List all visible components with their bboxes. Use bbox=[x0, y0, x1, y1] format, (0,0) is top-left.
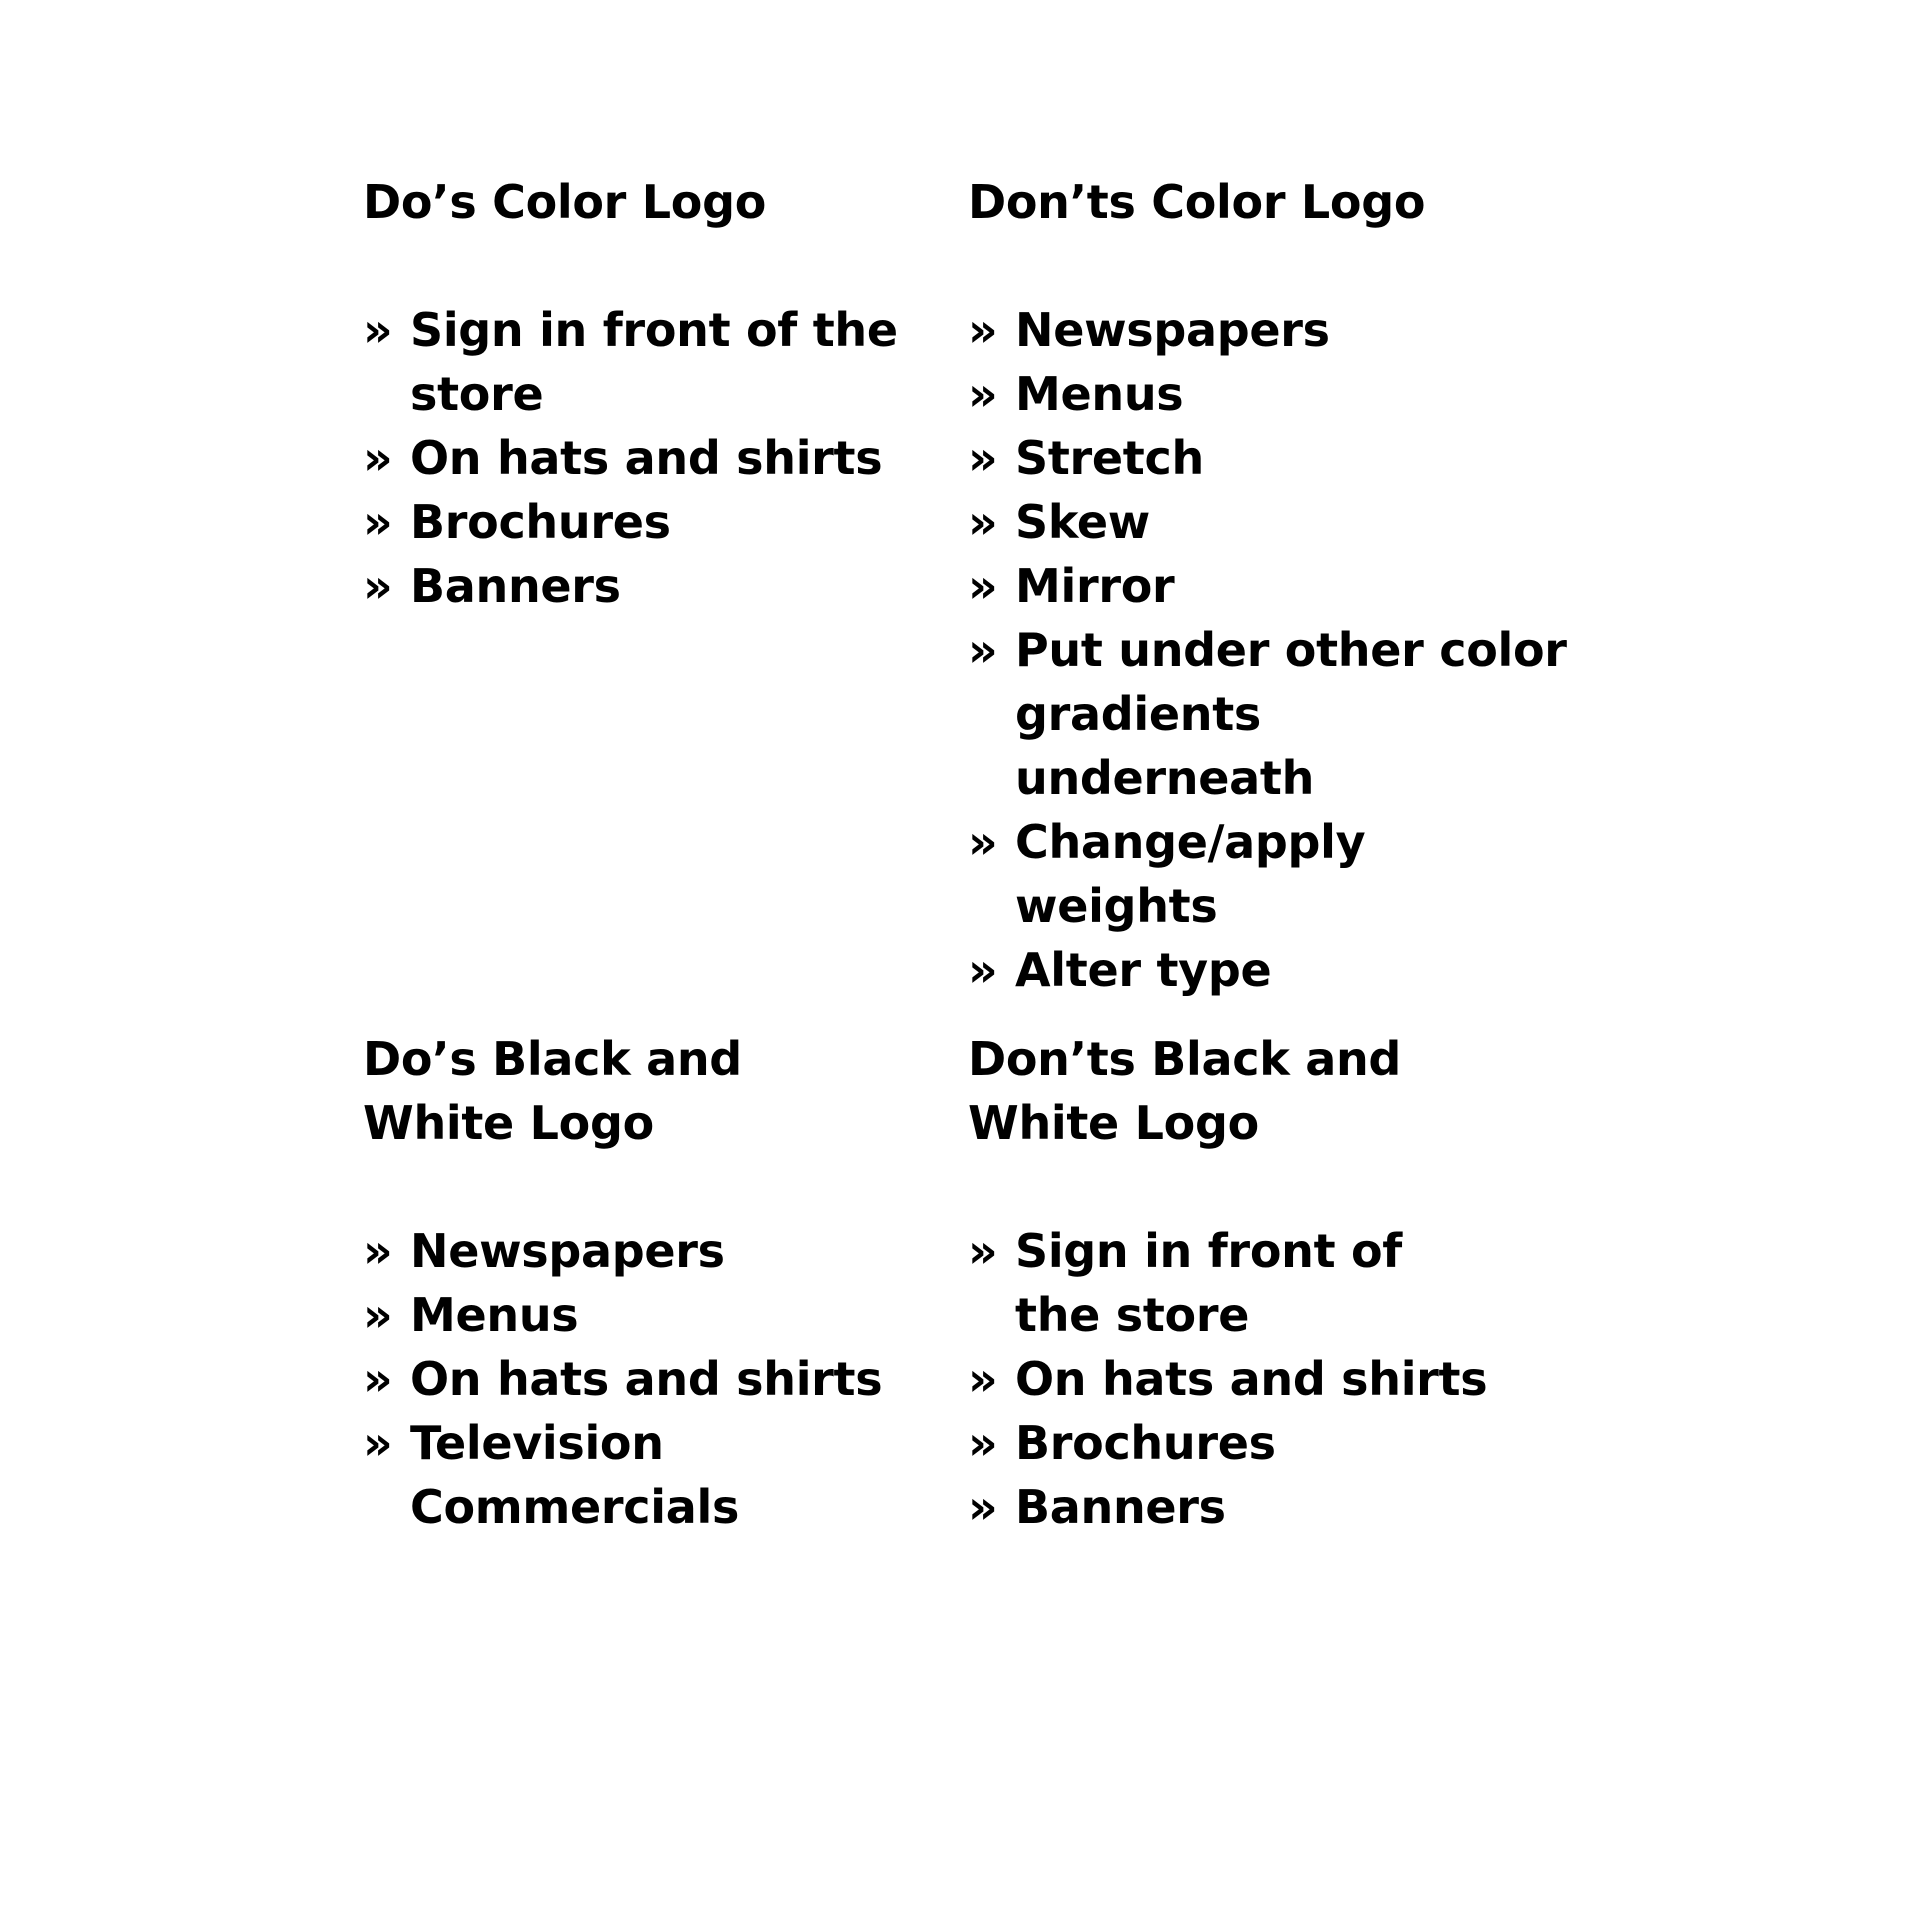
bullet-icon: » bbox=[363, 303, 393, 357]
bullet-icon: » bbox=[363, 431, 393, 485]
list-item-text: On hats and shirts bbox=[410, 431, 883, 485]
list-item bbox=[363, 426, 963, 490]
bullet-icon: » bbox=[363, 1288, 393, 1342]
list-item bbox=[968, 554, 1568, 618]
section-heading bbox=[968, 1027, 1568, 1155]
section-dos-color-logo bbox=[363, 170, 963, 618]
list-item-text: On hats and shirts bbox=[1015, 1352, 1488, 1406]
list-item-text: On hats and shirts bbox=[410, 1352, 883, 1406]
bullet-icon: » bbox=[968, 623, 998, 677]
bullet-icon: » bbox=[363, 1352, 393, 1406]
bullet-icon: » bbox=[968, 367, 998, 421]
list-item-text: Menus bbox=[1015, 367, 1184, 421]
list-item-text: store bbox=[410, 367, 544, 421]
list-item-text: Skew bbox=[1015, 495, 1150, 549]
list-item-text: Stretch bbox=[1015, 431, 1204, 485]
list-item-text: Change/apply bbox=[1015, 815, 1366, 869]
list-item-text: gradients underneath bbox=[1015, 687, 1315, 805]
list-item bbox=[363, 554, 963, 618]
list-item-text: the store bbox=[1015, 1288, 1250, 1342]
list-item bbox=[968, 810, 1568, 938]
bullet-icon: » bbox=[968, 1352, 998, 1406]
list-item bbox=[968, 1347, 1568, 1411]
list-item bbox=[363, 490, 963, 554]
bullet-icon: » bbox=[968, 559, 998, 613]
usage-list bbox=[363, 1219, 963, 1539]
section-heading bbox=[968, 170, 1568, 234]
list-item-text: Television bbox=[410, 1416, 664, 1470]
section-donts-color-logo bbox=[968, 170, 1568, 1002]
list-item-text: Alter type bbox=[1015, 943, 1272, 997]
usage-list bbox=[363, 298, 963, 618]
bullet-icon: » bbox=[968, 303, 998, 357]
list-item bbox=[968, 1219, 1568, 1347]
list-item-text: weights bbox=[1015, 879, 1218, 933]
heading-line: Don’ts Black and bbox=[968, 1032, 1402, 1086]
heading-line: White Logo bbox=[968, 1096, 1259, 1150]
list-item bbox=[968, 362, 1568, 426]
list-item-text: Menus bbox=[410, 1288, 579, 1342]
section-heading bbox=[363, 170, 963, 234]
heading-line: Don’ts Color Logo bbox=[968, 175, 1426, 229]
usage-list bbox=[968, 1219, 1568, 1539]
list-item bbox=[968, 938, 1568, 1002]
list-item bbox=[363, 1219, 963, 1283]
list-item bbox=[363, 1411, 963, 1539]
list-item-text: Newspapers bbox=[410, 1224, 725, 1278]
list-item-text: Mirror bbox=[1015, 559, 1175, 613]
list-item-text: Sign in front of the bbox=[410, 303, 898, 357]
bullet-icon: » bbox=[363, 559, 393, 613]
bullet-icon: » bbox=[968, 943, 998, 997]
list-item-text: Banners bbox=[1015, 1480, 1226, 1534]
list-item bbox=[363, 1283, 963, 1347]
heading-line: White Logo bbox=[363, 1096, 654, 1150]
heading-line: Do’s Color Logo bbox=[363, 175, 767, 229]
list-item-text: Banners bbox=[410, 559, 621, 613]
bullet-icon: » bbox=[968, 1480, 998, 1534]
list-item-text: Brochures bbox=[410, 495, 671, 549]
heading-line: Do’s Black and bbox=[363, 1032, 742, 1086]
bullet-icon: » bbox=[968, 1224, 998, 1278]
bullet-icon: » bbox=[968, 431, 998, 485]
list-item-text: Put under other color bbox=[1015, 623, 1567, 677]
section-donts-black-white-logo bbox=[968, 1027, 1568, 1539]
list-item bbox=[363, 1347, 963, 1411]
bullet-icon: » bbox=[968, 1416, 998, 1470]
bullet-icon: » bbox=[363, 495, 393, 549]
bullet-icon: » bbox=[968, 815, 998, 869]
list-item bbox=[968, 426, 1568, 490]
bullet-icon: » bbox=[363, 1416, 393, 1470]
list-item-text: Brochures bbox=[1015, 1416, 1276, 1470]
list-item bbox=[968, 618, 1568, 810]
list-item-text: Sign in front of bbox=[1015, 1224, 1402, 1278]
list-item bbox=[363, 298, 963, 426]
bullet-icon: » bbox=[968, 495, 998, 549]
list-item bbox=[968, 298, 1568, 362]
list-item-text: Newspapers bbox=[1015, 303, 1330, 357]
section-heading bbox=[363, 1027, 963, 1155]
usage-list bbox=[968, 298, 1568, 1002]
bullet-icon: » bbox=[363, 1224, 393, 1278]
list-item bbox=[968, 1411, 1568, 1475]
list-item bbox=[968, 1475, 1568, 1539]
section-dos-black-white-logo bbox=[363, 1027, 963, 1539]
list-item-text: Commercials bbox=[410, 1480, 740, 1534]
list-item bbox=[968, 490, 1568, 554]
